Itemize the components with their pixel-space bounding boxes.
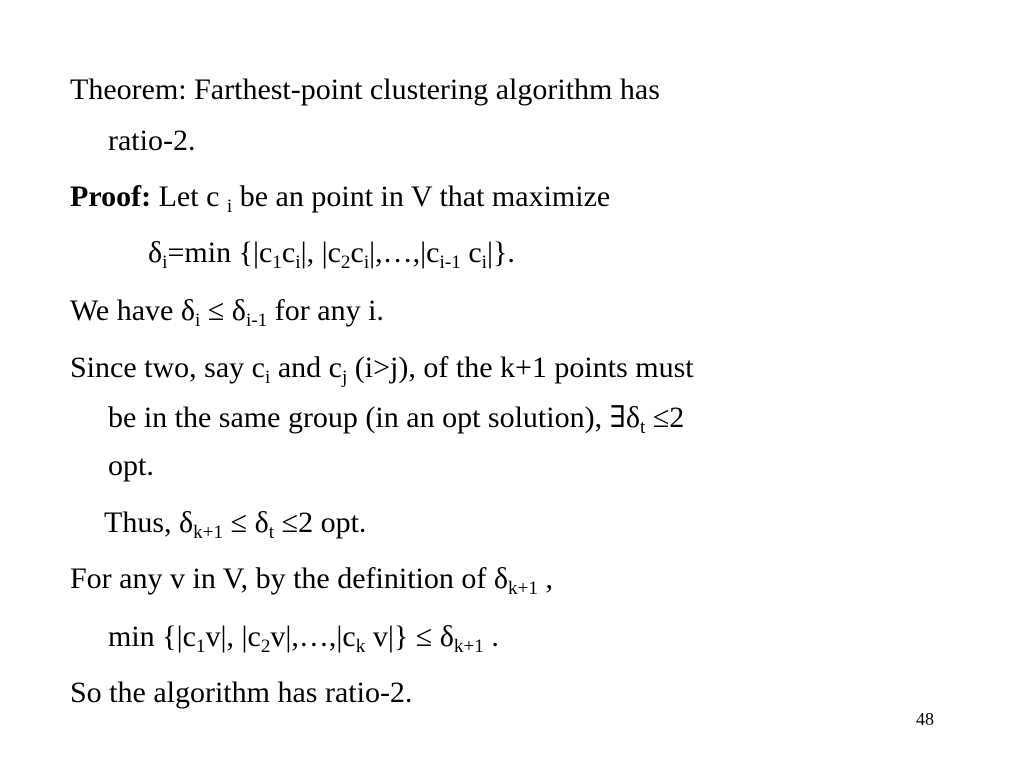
math-text: be in the same group (in an opt solution), ∃δ — [108, 401, 640, 434]
math-text: v|,…,|c — [270, 620, 356, 653]
math-subscript: k+1 — [193, 522, 224, 544]
math-text: c — [350, 236, 364, 269]
math-text: v|, |c — [205, 620, 261, 653]
math-text: |,…,|c — [369, 236, 440, 269]
proof-subscript: i — [226, 196, 233, 218]
math-subscript: 1 — [195, 636, 206, 658]
delta-definition-line — [148, 236, 515, 274]
math-text: ≤2 opt. — [274, 506, 367, 539]
math-subscript: i — [363, 252, 370, 274]
math-text: |, |c — [300, 236, 341, 269]
math-text: Thus, δ — [104, 506, 194, 539]
math-text: c — [281, 236, 296, 269]
math-subscript: k+1 — [508, 578, 539, 600]
math-subscript: i — [162, 252, 168, 274]
math-text: min {|c — [108, 620, 196, 653]
math-subscript: i — [481, 252, 487, 274]
math-text: |}. — [486, 236, 515, 269]
conclusion-line: So the algorithm has ratio-2. — [70, 676, 413, 709]
math-subscript: i-1 — [439, 252, 461, 274]
proof-text: Let c — [151, 180, 227, 213]
math-text: . — [483, 620, 499, 653]
since-line-3: opt. — [108, 449, 154, 482]
math-subscript: k — [355, 636, 366, 658]
math-subscript: t — [268, 522, 275, 544]
since-line-2 — [108, 401, 685, 439]
math-text: c — [460, 236, 482, 269]
math-text: v|} ≤ δ — [365, 620, 454, 653]
math-text: , — [538, 562, 554, 595]
math-text: for any i. — [267, 294, 384, 327]
math-text: =min {|c — [167, 236, 273, 269]
math-subscript: j — [341, 367, 348, 389]
math-text: ≤2 — [645, 401, 685, 434]
for-any-line — [70, 562, 554, 600]
slide-number: 48 — [916, 709, 934, 729]
math-text: Since two, say c — [70, 351, 265, 384]
math-text: For any v in V, by the definition of δ — [70, 562, 509, 595]
proof-label: Proof: — [70, 180, 152, 213]
math-text: and c — [270, 351, 342, 384]
since-line-1 — [70, 351, 694, 389]
math-text: ≤ δ — [223, 506, 269, 539]
proof-intro-line — [70, 180, 611, 218]
math-subscript: i — [195, 310, 201, 332]
proof-text: be an point in V that maximize — [232, 180, 611, 213]
math-text: δ — [148, 236, 163, 269]
we-have-line — [70, 294, 384, 332]
math-text: We have δ — [70, 294, 195, 327]
math-subscript: 1 — [272, 252, 282, 274]
math-subscript: 2 — [260, 636, 271, 658]
math-subscript: i — [295, 252, 301, 274]
min-line — [108, 620, 499, 658]
theorem-line-1: Theorem: Farthest-point clustering algorithm has — [70, 73, 660, 106]
theorem-line-2: ratio-2. — [108, 124, 196, 157]
math-text: (i>j), of the k+1 points must — [347, 351, 694, 384]
math-subscript: 2 — [340, 252, 351, 274]
math-subscript: i-1 — [245, 310, 268, 332]
math-text: ≤ δ — [200, 294, 246, 327]
math-subscript: t — [640, 417, 646, 439]
thus-line — [104, 506, 367, 544]
math-subscript: i — [264, 367, 271, 389]
math-subscript: k+1 — [453, 636, 484, 658]
